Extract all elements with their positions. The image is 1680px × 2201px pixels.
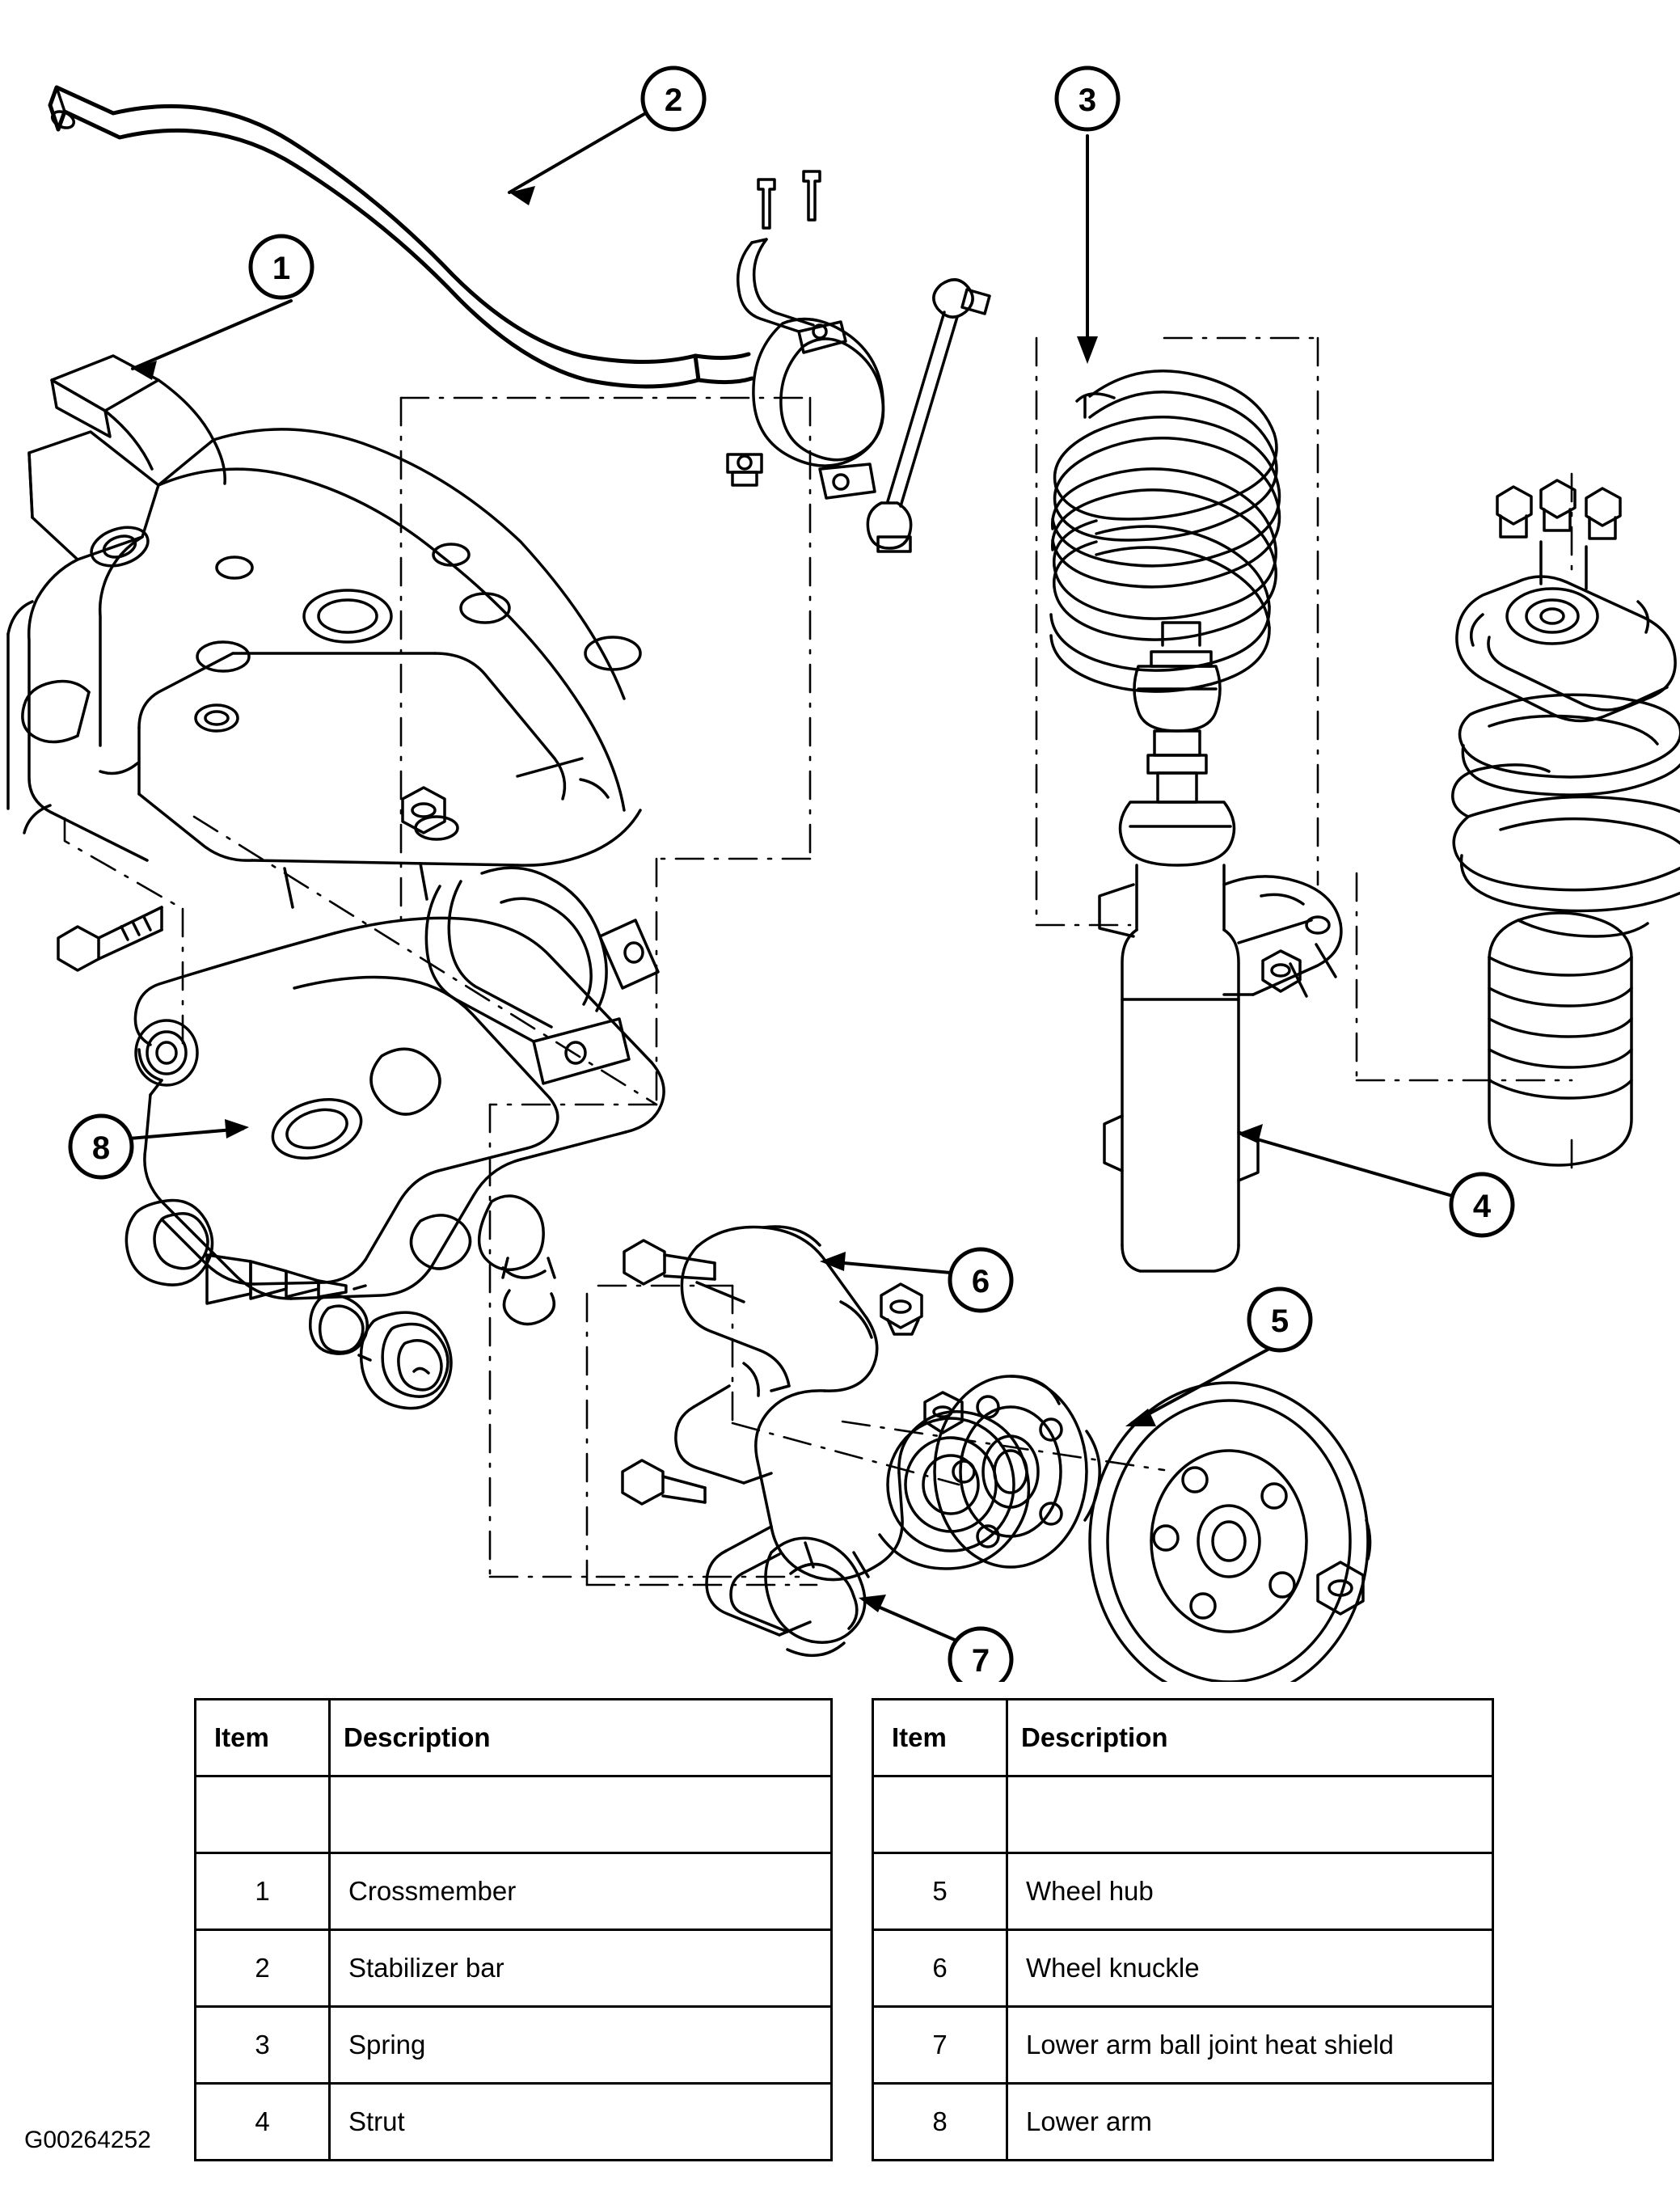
callout-3-label: 3: [1078, 82, 1097, 118]
column-header-description: Description: [330, 1700, 832, 1776]
part-brake-rotor: [1090, 1383, 1370, 1682]
cell-description: Crossmember: [330, 1853, 832, 1930]
figure-code: G00264252: [24, 2127, 151, 2153]
cell-item: 6: [873, 1930, 1007, 2007]
part-knuckle-nut-a: [881, 1284, 922, 1334]
callout-8: [70, 1116, 132, 1177]
cell-description: Stabilizer bar: [330, 1930, 832, 2007]
assembly-axis-lines: [65, 338, 1572, 1585]
callout-6: [950, 1249, 1011, 1311]
cell-description: Wheel knuckle: [1007, 1930, 1493, 2007]
part-lower-arm-bolt: [58, 907, 162, 970]
cell-item: 4: [196, 2084, 330, 2161]
callout-3: [1057, 68, 1118, 129]
callout-8-label: 8: [91, 1130, 111, 1166]
part-crossmember-nut: [403, 788, 445, 833]
cell-item: 1: [196, 1853, 330, 1930]
callout-4-label: 4: [1472, 1189, 1492, 1224]
table-header-row: [196, 1700, 832, 1776]
part-knuckle-bolt-upper: [624, 1240, 715, 1284]
part-jounce-bumper: [1489, 913, 1648, 1165]
cell-description: Wheel hub: [1007, 1853, 1493, 1930]
part-hub-nut: [1318, 1562, 1363, 1614]
column-header-item: Item: [873, 1700, 1007, 1776]
cell-description: Spring: [330, 2007, 832, 2084]
part-stabilizer-link: [867, 280, 990, 551]
part-wheel-hub: [935, 1376, 1100, 1567]
table-row: [196, 2084, 832, 2161]
cell-item: 8: [873, 2084, 1007, 2161]
callout-2-label: 2: [664, 82, 683, 118]
table-header-row: [873, 1700, 1493, 1776]
cell-item: 7: [873, 2007, 1007, 2084]
cell-description: Strut: [330, 2084, 832, 2161]
column-header-description: Description: [1007, 1700, 1493, 1776]
callout-2: [643, 68, 704, 129]
cell-item: 5: [873, 1853, 1007, 1930]
table-row: [196, 2007, 832, 2084]
part-stabilizer-bar: [50, 87, 752, 387]
callout-1: [251, 236, 312, 298]
table-row: [873, 1930, 1493, 2007]
cell-item: 3: [196, 2007, 330, 2084]
part-spring-seat: [1453, 765, 1680, 911]
cell-description: Lower arm: [1007, 2084, 1493, 2161]
table-spacer-row: [196, 1776, 832, 1853]
table-row: [873, 2007, 1493, 2084]
table-row: [196, 1930, 832, 2007]
table-row: [873, 2084, 1493, 2161]
part-strut-mount-nuts: [1497, 480, 1620, 539]
part-stabilizer-clamp: [728, 319, 884, 498]
table-row: [873, 1853, 1493, 1930]
part-strut: [1100, 623, 1341, 1271]
column-header-item: Item: [196, 1700, 330, 1776]
cell-item: 2: [196, 1930, 330, 2007]
part-crossmember: [23, 356, 640, 907]
cell-description: Lower arm ball joint heat shield: [1007, 2007, 1493, 2084]
callout-5: [1249, 1289, 1311, 1350]
table-spacer-row: [873, 1776, 1493, 1853]
callout-7: [950, 1629, 1011, 1682]
part-spring: [1051, 371, 1279, 691]
parts-table-right: [872, 1698, 1494, 2161]
callout-6-label: 6: [971, 1264, 990, 1299]
callout-5-label: 5: [1270, 1303, 1290, 1339]
callout-7-label: 7: [971, 1643, 990, 1679]
parts-table-left: [194, 1698, 833, 2161]
callout-1-label: 1: [272, 251, 291, 286]
callout-4: [1451, 1174, 1513, 1236]
parts-tables: [0, 1698, 1680, 2151]
table-row: [196, 1853, 832, 1930]
part-strut-bearing: [1460, 695, 1680, 795]
